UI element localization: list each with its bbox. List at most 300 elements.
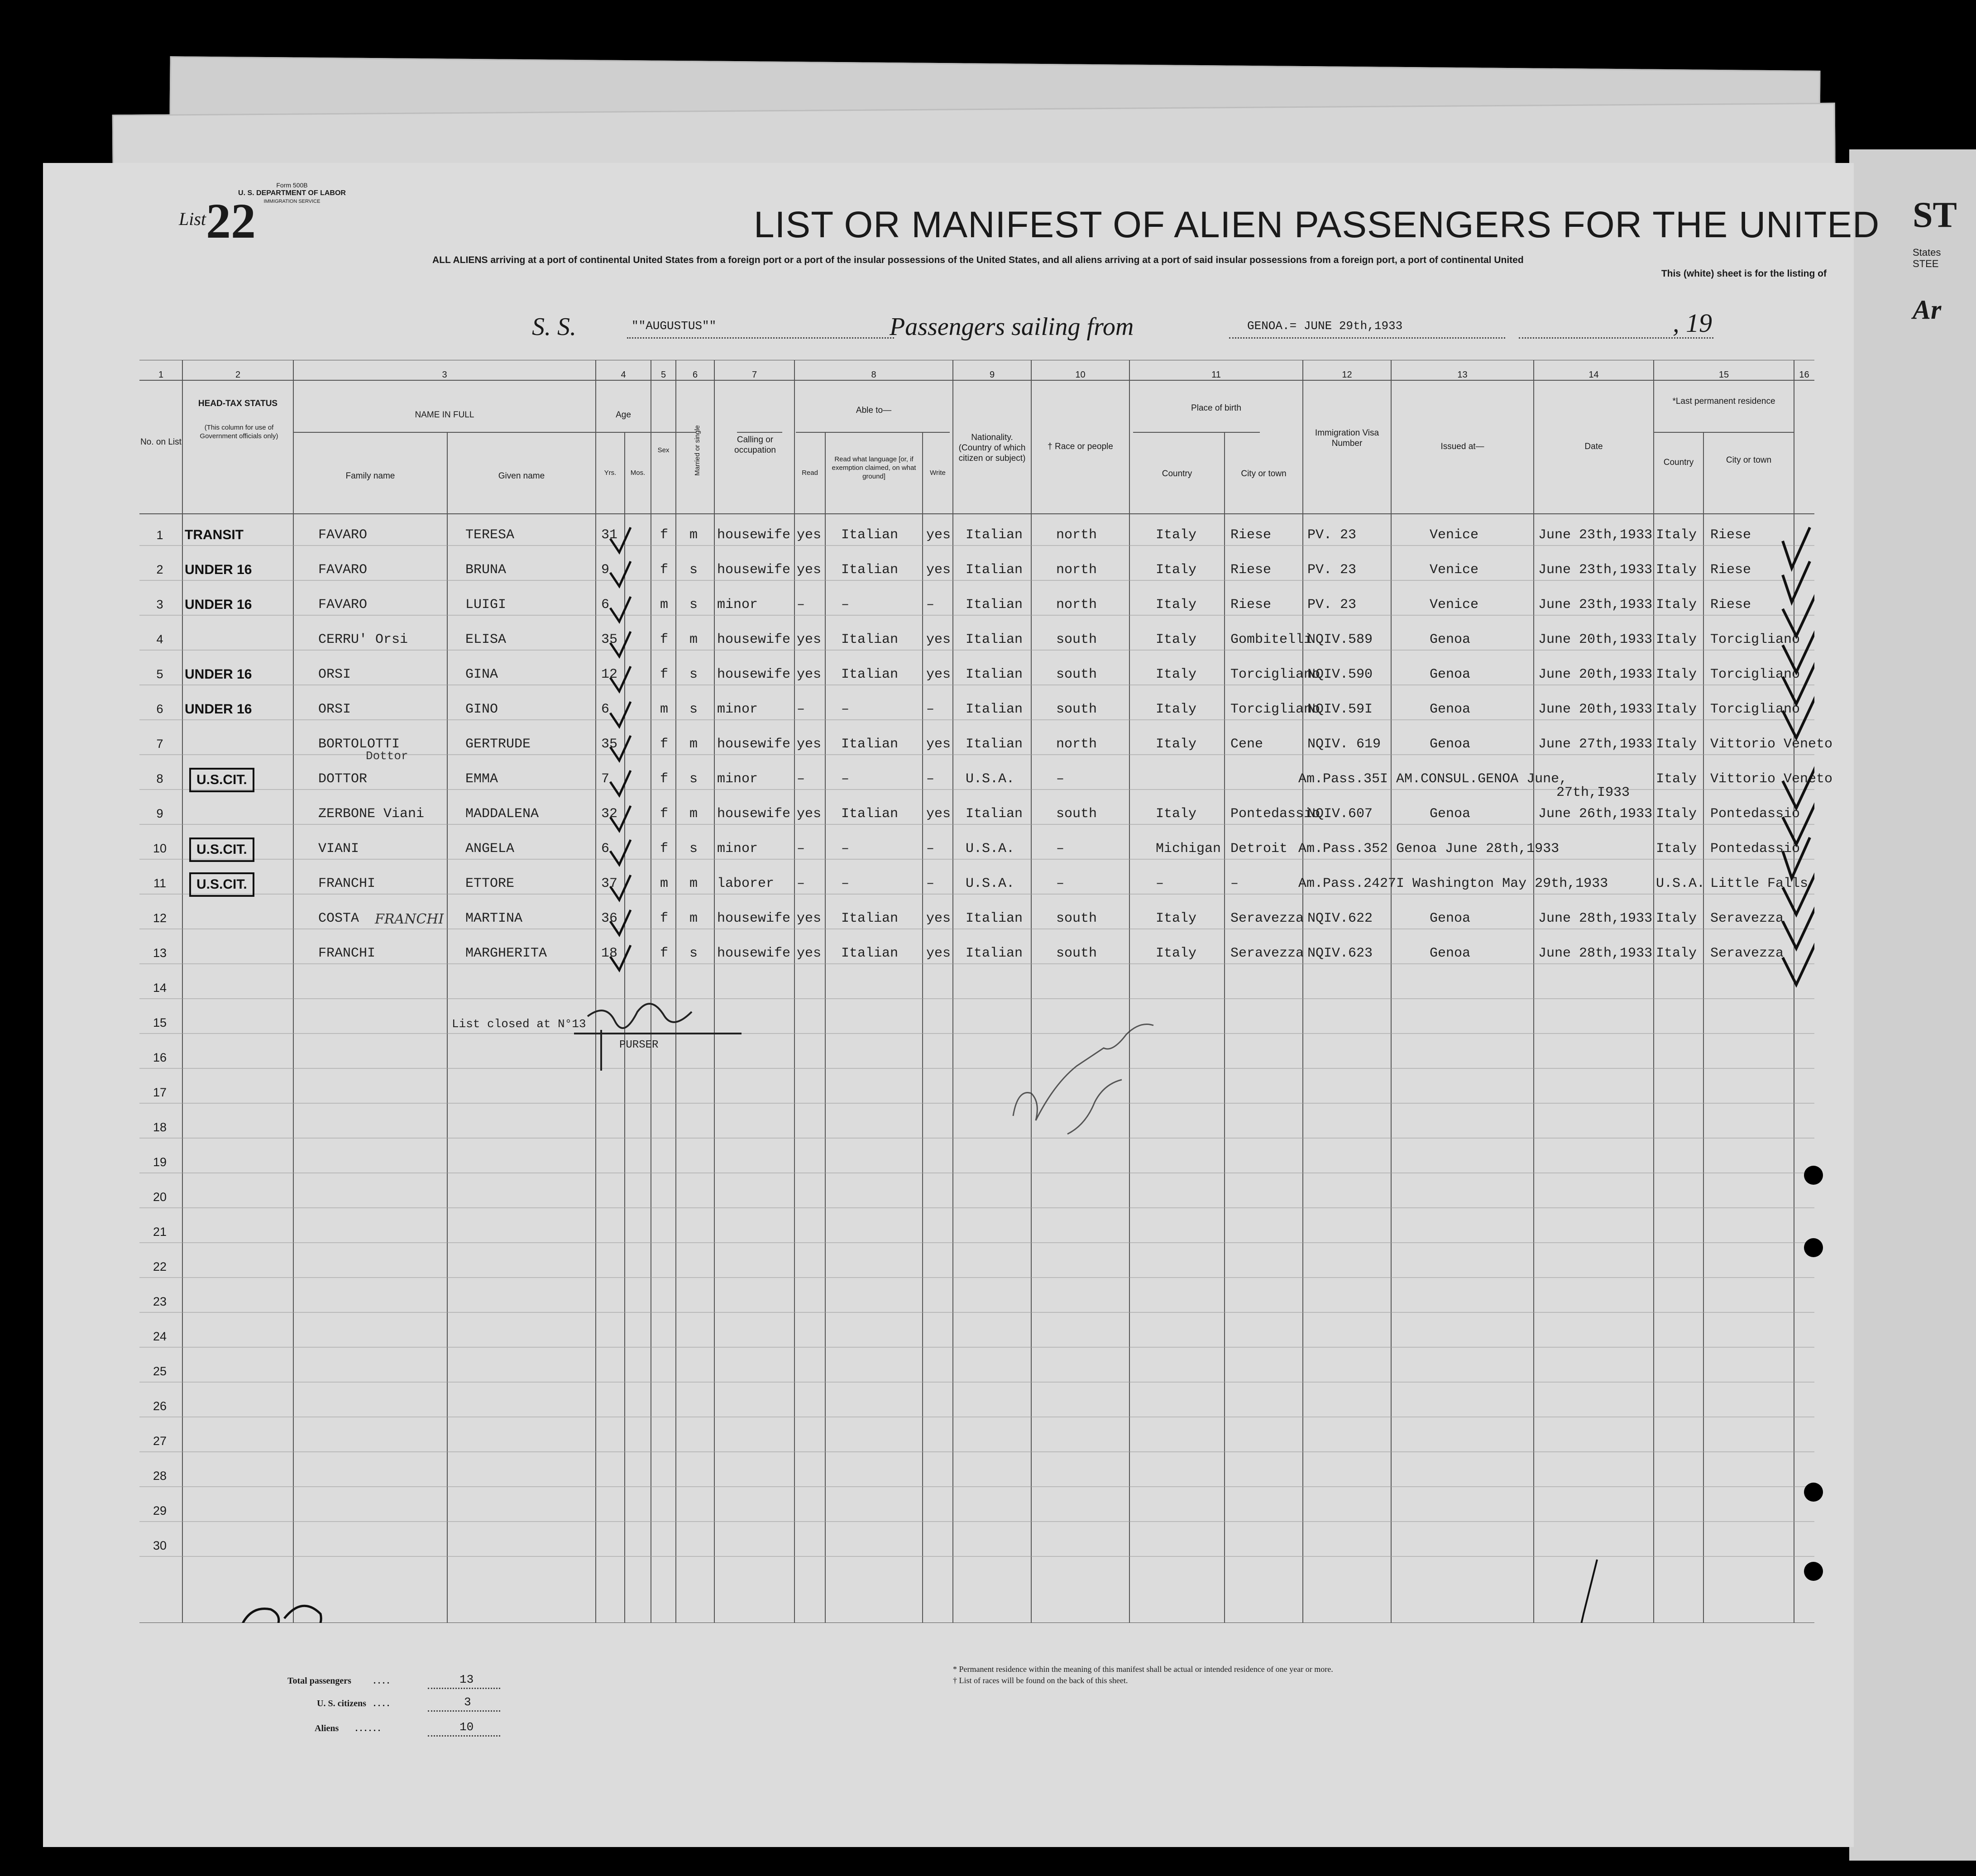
cell-lang: Italian (841, 806, 899, 822)
head-tax-stamp: U.S.CIT. (189, 768, 254, 792)
cell-rcountry: Italy (1656, 632, 1697, 647)
cell-family: FAVARO (318, 527, 368, 543)
adjacent-sheet (1849, 149, 1976, 1861)
sailing-label: Passengers sailing from (890, 313, 1134, 341)
cell-read: yes (797, 562, 822, 578)
cell-age: 32 (601, 806, 618, 822)
adjacent-sheet-text: States (1913, 247, 1941, 258)
cell-bcity: Seravezza (1230, 946, 1304, 961)
header-residence-city: City or town (1726, 455, 1772, 465)
cell-write: yes (926, 632, 951, 647)
cell-nat: Italian (966, 737, 1023, 752)
list-number: 22 (206, 193, 256, 249)
cell-bcity: Torcigliano (1230, 702, 1321, 717)
row-number: 12 (153, 911, 167, 925)
column-number: 5 (660, 370, 666, 380)
header-given-name: Given name (498, 471, 545, 481)
row-number: 1 (156, 528, 163, 542)
cell-given: ANGELA (465, 841, 515, 857)
head-tax-stamp: UNDER 16 (185, 702, 252, 717)
cell-read: – (797, 702, 805, 717)
cell-age: 6 (601, 597, 610, 613)
cell-bcountry: Italy (1156, 911, 1197, 926)
cell-write: – (926, 702, 935, 717)
cell-race: – (1056, 771, 1065, 787)
cell-sex: m (660, 702, 669, 717)
header-issued-at: Issued at— (1440, 442, 1484, 451)
row-number: 6 (156, 702, 163, 716)
cell-bcity: Detroit (1230, 841, 1288, 857)
header-visa: Immigration Visa Number (1315, 428, 1379, 448)
cell-rcountry: Italy (1656, 806, 1697, 822)
cell-rcity: Seravezza (1710, 911, 1784, 926)
cell-date: June 23th,1933 (1538, 527, 1653, 543)
cell-age: 12 (601, 667, 618, 682)
aliens-label: Aliens (315, 1723, 339, 1733)
cell-bcountry: Italy (1156, 737, 1197, 752)
cell-given: EMMA (465, 771, 498, 787)
row-number: 24 (153, 1330, 167, 1343)
header-sex: Sex (657, 446, 670, 454)
citizens-value: 3 (464, 1695, 471, 1709)
cell-sex: m (660, 597, 669, 613)
cell-sex: f (660, 667, 669, 682)
row-number: 29 (153, 1504, 167, 1517)
row-number: 18 (153, 1120, 167, 1134)
cell-nat: Italian (966, 911, 1023, 926)
cell-read: – (797, 771, 805, 787)
cell-nat: U.S.A. (966, 876, 1015, 891)
column-number: 8 (871, 370, 876, 380)
cell-given: ELISA (465, 632, 507, 647)
form-number: Form 500B (276, 182, 308, 189)
manifest-page: Form 500B U. S. DEPARTMENT OF LABOR IMMIGRATION SERVICE List 22 LIST OR MANIFEST OF ALIEN PASSENGERS FOR THE UNITED ALL ALIENS arriving at a port of continental United States from a foreign port or a port of the insular possessions of the United States, and all aliens arriving at a port of said insular possessions from a foreign port, a port of continental United This (white) sheet is for the listing of S. S. ""AUGUSTUS"" Passengers sailing from GENOA.= JUNE 29th,1933 , 19 1 2 3 4 5 6 7 8 9 10 11 12 13 14 15 16 No. on List HEAD-TAX STATUS (This column for use of Government officials only) NAME IN FULL Family name Given name Age Yrs. Mos. Sex Married or single Calling or occupation Able to— Read Read what language [or, if exemption claimed, on what ground] Write Nationality. (Country of which citizen or subject) † Race or people Place of birth Country City or town Immigration Visa Number Issued at— Date *Last permanent residence Country City or town 1 2 3 4 5 6 7 8 9 10 11 12 13 14 15 16 17 18 19 20 21 22 23 24 25 26 27 28 29 30 TRANSIT FAVARO TERESA 31 f m housewife yes Italian yes Italian north Italy Riese PV. 23 Venice June 23th,1933 Italy Riese UNDER 16 FAVARO BRUNA 9 f s housewife yes Italian yes Italian north Italy Riese PV. 23 Venice June 23th,1933 Italy Riese UNDER 16 FAVARO LUIGI 6 m s minor – – – Italian north Italy Riese PV. 23 Venice June 23th,1933 Italy Riese CERRU' Orsi ELISA 35 f m housewife yes Italian yes Italian south Italy Gombitelli NQIV.589 Genoa June 20th,1933 Italy Torcigliano UNDER 16 ORSI GINA 12 f s housewife yes Italian yes Italian south Italy Torcigliano NQIV.590 Genoa June 20th,1933 Italy Torcigliano UNDER 16 ORSI GINO 6 m s minor – – – Italian south Italy Torcigliano NQIV.59I Genoa June 20th,1933 Italy Torcigliano BORTOLOTTI GERTRUDE 35 f m housewife yes Italian yes Italian north Italy Cene NQIV. 619 Genoa June 27th,1933 Italy Vittorio Veneto U.S.CIT. DOTTOR EMMA 7 f s minor – – – U.S.A. – Am.Pass.35I AM.CONSUL.GENOA June, 27th,I933 Italy Vittorio Veneto ZERBONE Viani MADDALENA 32 f m housewife yes Italian yes Italian south Italy Pontedassio NQIV.607 Genoa June 26th,1933 Italy Pontedassio U.S.CIT. VIANI ANGELA 6 f s minor – – – U.S.A. – Michigan Detroit Am.Pass.352 Genoa June 28th,1933 Italy Pontedassio U.S.CIT. FRANCHI ETTORE 37 m m laborer – – – U.S.A. – – – Am.Pass.2427I Washington May 29th,1933 U.S.A. Little Falls COSTA MARTINA 36 f m housewife yes Italian yes Italian south Italy Seravezza NQIV.622 Genoa June 28th,1933 Italy Seravezza FRANCHI MARGHERITA 18 f s housewife yes Italian yes Italian south Italy Seravezza NQIV.623 Genoa June 28th,1933 Italy Seravezza Dottor FRANCHI List closed at N°13 PURSER * Permanent residence within the meaning of this manifest shall be actual or intended residence of one year or more. † List of races will be found on the back of this sheet. Total passengers . . . . 13 U. S. citizens . . . . 3 Aliens . . . . . . 10 (43, 163, 1854, 1847)
row-number: 25 (153, 1364, 167, 1378)
column-number: 6 (692, 370, 698, 380)
cell-rcity: Little Falls (1710, 876, 1809, 891)
cell-bcountry: Michigan (1156, 841, 1221, 857)
footnote-races: † List of races will be found on the back of this sheet. (953, 1676, 1128, 1685)
cell-issued: Venice (1430, 597, 1479, 613)
cell-bcity: Gombitelli (1230, 632, 1312, 647)
cell-write: yes (926, 946, 951, 961)
cell-visa: NQIV.590 (1307, 667, 1373, 682)
cell-given: TERESA (465, 527, 515, 543)
cell-family: COSTA (318, 911, 359, 926)
row-number: 27 (153, 1434, 167, 1448)
header-yrs: Yrs. (604, 469, 617, 477)
subtitle-line: ALL ALIENS arriving at a port of continental United States from a foreign port or a port of the insular possessions of the United States, and all aliens arriving at a port of said insular possessions from a foreign port, a port of continental United (432, 255, 1524, 265)
header-race: † Race or people (1048, 442, 1113, 451)
cell-read: yes (797, 632, 822, 647)
cell-read: yes (797, 946, 822, 961)
row-number: 5 (156, 667, 163, 681)
cell-ms: s (689, 771, 698, 787)
head-tax-stamp: UNDER 16 (185, 562, 252, 577)
column-number: 15 (1718, 370, 1729, 380)
row-number: 28 (153, 1469, 167, 1483)
cell-rcountry: Italy (1656, 597, 1697, 613)
cell-age: 9 (601, 562, 610, 578)
cell-read: yes (797, 806, 822, 822)
cell-issued: Venice (1430, 562, 1479, 578)
cell-bcity: Torcigliano (1230, 667, 1321, 682)
port-and-date: GENOA.= JUNE 29th,1933 (1247, 319, 1403, 333)
cell-visa: Am.Pass.2427I Washington May 29th,1933 (1298, 876, 1608, 891)
column-number: 1 (158, 370, 164, 380)
cell-nat: Italian (966, 667, 1023, 682)
cell-write: – (926, 597, 935, 613)
ship-name: ""AUGUSTUS"" (632, 319, 717, 333)
head-tax-stamp: TRANSIT (185, 527, 244, 542)
cell-rcity: Pontedassio (1710, 841, 1800, 857)
cell-bcountry: Italy (1156, 562, 1197, 578)
cell-read: – (797, 876, 805, 891)
cell-rcity: Torcigliano (1710, 667, 1800, 682)
service: IMMIGRATION SERVICE (263, 199, 321, 204)
header-residence-country: Country (1663, 458, 1694, 467)
cell-lang: – (841, 841, 850, 857)
cell-bcountry: Italy (1156, 632, 1197, 647)
row-number: 30 (153, 1539, 167, 1552)
head-tax-stamp: UNDER 16 (185, 597, 252, 612)
cell-occ: housewife (717, 667, 791, 682)
header-no-on-list: No. on List (140, 437, 182, 447)
row-number: 26 (153, 1399, 167, 1413)
cell-nat: Italian (966, 527, 1023, 543)
cell-date: June 26th,1933 (1538, 806, 1653, 822)
row-number: 2 (156, 563, 163, 576)
cell-visa: Am.Pass.35I AM.CONSUL.GENOA June, (1298, 771, 1568, 787)
total-passengers-label: Total passengers (287, 1676, 351, 1686)
cell-visa: PV. 23 (1307, 597, 1357, 613)
cell-sex: f (660, 771, 669, 787)
cell-date: June 20th,1933 (1538, 667, 1653, 682)
cell-rcity: Torcigliano (1710, 702, 1800, 717)
cell-ms: m (689, 632, 698, 647)
cell-age: 37 (601, 876, 618, 891)
row-number: 16 (153, 1051, 167, 1064)
cell-family: FRANCHI (318, 946, 376, 961)
cell-race: north (1056, 737, 1097, 752)
row-number: 3 (156, 598, 163, 611)
table-rules (139, 360, 1814, 1623)
column-number: 12 (1342, 370, 1352, 380)
column-number: 16 (1799, 370, 1809, 380)
cell-age: 35 (601, 632, 618, 647)
column-number: 14 (1588, 370, 1599, 380)
cell-sex: f (660, 737, 669, 752)
row-number: 14 (153, 981, 167, 995)
row-number: 22 (153, 1260, 167, 1273)
cell-read: yes (797, 527, 822, 543)
row-number: 20 (153, 1190, 167, 1204)
cell-write: yes (926, 527, 951, 543)
cell-rcountry: Italy (1656, 841, 1697, 857)
cell-lang: – (841, 597, 850, 613)
cell-given: MADDALENA (465, 806, 539, 822)
cell-nat: U.S.A. (966, 841, 1015, 857)
cell-bcountry: – (1156, 876, 1164, 891)
cell-sex: f (660, 841, 669, 857)
cell-read: – (797, 597, 805, 613)
cell-occ: housewife (717, 806, 791, 822)
cell-age: 7 (601, 771, 610, 787)
cell-ms: s (689, 597, 698, 613)
cell-visa: NQIV. 619 (1307, 737, 1381, 752)
punch-hole (1804, 1562, 1823, 1581)
cell-occ: housewife (717, 946, 791, 961)
head-tax-stamp: UNDER 16 (185, 667, 252, 682)
cell-bcountry: Italy (1156, 667, 1197, 682)
cell-sex: f (660, 632, 669, 647)
cell-nat: Italian (966, 702, 1023, 717)
column-number: 7 (751, 370, 757, 380)
punch-hole (1804, 1483, 1823, 1502)
cell-lang: Italian (841, 737, 899, 752)
cell-issued: Genoa (1430, 806, 1471, 822)
cell-family: ZERBONE Viani (318, 806, 425, 822)
cell-given: ETTORE (465, 876, 515, 891)
cell-write: yes (926, 667, 951, 682)
cell-bcity: Seravezza (1230, 911, 1304, 926)
header-calling: Calling or occupation (734, 435, 776, 455)
cell-lang: – (841, 702, 850, 717)
cell-write: – (926, 771, 935, 787)
header-date: Date (1584, 442, 1603, 451)
cell-rcountry: Italy (1656, 527, 1697, 543)
list-label: List (179, 209, 206, 229)
cell-rcity: Pontedassio (1710, 806, 1800, 822)
cell-date: June 20th,1933 (1538, 702, 1653, 717)
cell-issued: Genoa (1430, 632, 1471, 647)
cell-bcity: Pontedassio (1230, 806, 1321, 822)
cell-race: north (1056, 562, 1097, 578)
cell-rcountry: U.S.A. (1656, 876, 1705, 891)
row-number: 23 (153, 1295, 167, 1308)
cell-lang: Italian (841, 911, 899, 926)
cell-issued: Genoa (1430, 737, 1471, 752)
cell-ms: m (689, 527, 698, 543)
manifest-table (139, 360, 1833, 1623)
cell-occ: housewife (717, 562, 791, 578)
column-number: 9 (989, 370, 995, 380)
row-number: 10 (153, 842, 167, 855)
cell-family: ORSI (318, 702, 351, 717)
punch-hole (1804, 1166, 1823, 1185)
header-age: Age (616, 410, 631, 420)
cell-write: – (926, 876, 935, 891)
adjacent-sheet-text: STEE (1913, 258, 1939, 269)
cell-nat: Italian (966, 562, 1023, 578)
cell-sex: f (660, 911, 669, 926)
header-read-language: Read what language [or, if exemption claimed, on what ground] (832, 455, 916, 480)
column-number: 11 (1211, 370, 1221, 380)
cell-date: June 20th,1933 (1538, 632, 1653, 647)
cell-lang: Italian (841, 562, 899, 578)
cell-occ: housewife (717, 737, 791, 752)
row-number: 7 (156, 737, 163, 751)
cell-occ: minor (717, 597, 758, 613)
cell-age: 36 (601, 911, 618, 926)
cell-family: ORSI (318, 667, 351, 682)
cell-family: VIANI (318, 841, 359, 857)
cell-given: GERTRUDE (465, 737, 531, 752)
cell-rcity: Riese (1710, 562, 1751, 578)
cell-visa: PV. 23 (1307, 527, 1357, 543)
cell-write: – (926, 841, 935, 857)
cell-bcity: Riese (1230, 562, 1272, 578)
cell-write: yes (926, 737, 951, 752)
cell-write: yes (926, 806, 951, 822)
cell-sex: m (660, 876, 669, 891)
cell-given: GINO (465, 702, 498, 717)
cell-given: GINA (465, 667, 498, 682)
cell-family: CERRU' Orsi (318, 632, 408, 647)
cell-sex: f (660, 806, 669, 822)
cell-given: LUIGI (465, 597, 507, 613)
cell-bcountry: Italy (1156, 527, 1197, 543)
cell-ms: s (689, 667, 698, 682)
cell-occ: minor (717, 841, 758, 857)
cell-rcountry: Italy (1656, 737, 1697, 752)
cell-bcity: Cene (1230, 737, 1263, 752)
row-number: 8 (156, 772, 163, 785)
cell-nat: Italian (966, 597, 1023, 613)
header-place-of-birth: Place of birth (1191, 403, 1241, 413)
cell-date: 27th,I933 (1556, 785, 1630, 800)
cell-ms: s (689, 562, 698, 578)
cell-family: FAVARO (318, 597, 368, 613)
row-number: 15 (153, 1016, 167, 1029)
cell-rcountry: Italy (1656, 911, 1697, 926)
cell-lang: – (841, 876, 850, 891)
cell-ms: m (689, 737, 698, 752)
cell-race: south (1056, 806, 1097, 822)
cell-write: yes (926, 911, 951, 926)
cell-lang: – (841, 771, 850, 787)
total-passengers-value: 13 (459, 1673, 474, 1686)
cell-read: yes (797, 911, 822, 926)
cell-issued: Genoa (1430, 911, 1471, 926)
cell-family: BORTOLOTTI (318, 737, 400, 752)
row-number: 21 (153, 1225, 167, 1239)
cell-issued: Venice (1430, 527, 1479, 543)
column-number: 4 (621, 370, 626, 380)
purser-label: PURSER (619, 1039, 659, 1051)
cell-bcity: – (1230, 876, 1239, 891)
cell-rcountry: Italy (1656, 562, 1697, 578)
cell-rcity: Vittorio Veneto (1710, 771, 1833, 787)
cell-occ: housewife (717, 632, 791, 647)
cell-given: MARGHERITA (465, 946, 547, 961)
cell-bcity: Riese (1230, 597, 1272, 613)
cell-read: – (797, 841, 805, 857)
cell-issued: Genoa (1430, 946, 1471, 961)
header-birth-city: City or town (1241, 469, 1287, 479)
head-tax-stamp: U.S.CIT. (189, 872, 254, 897)
cell-age: 6 (601, 841, 610, 857)
subtitle-line: This (white) sheet is for the listing of (1661, 268, 1827, 279)
row-number: 19 (153, 1155, 167, 1169)
column-number: 13 (1457, 370, 1468, 380)
cell-race: south (1056, 946, 1097, 961)
cell-occ: laborer (717, 876, 775, 891)
cell-ms: m (689, 876, 698, 891)
cell-nat: Italian (966, 946, 1023, 961)
head-tax-stamp: U.S.CIT. (189, 838, 254, 862)
cell-family: FRANCHI (318, 876, 376, 891)
cell-visa: NQIV.623 (1307, 946, 1373, 961)
cell-age: 6 (601, 702, 610, 717)
cell-race: south (1056, 632, 1097, 647)
cell-issued: Genoa (1430, 667, 1471, 682)
cell-date: June 23th,1933 (1538, 597, 1653, 613)
annotation-dottor: Dottor (366, 749, 408, 763)
cell-race: – (1056, 876, 1065, 891)
cell-occ: housewife (717, 911, 791, 926)
cell-date: June 27th,1933 (1538, 737, 1653, 752)
adjacent-sheet-title: ST (1913, 195, 1957, 235)
header-head-tax-note: (This column for use of Government officials only) (200, 424, 278, 440)
cell-sex: f (660, 946, 669, 961)
cell-nat: Italian (966, 806, 1023, 822)
cell-occ: minor (717, 771, 758, 787)
header-family-name: Family name (345, 471, 395, 481)
header-mos: Mos. (630, 469, 646, 477)
cell-family: FAVARO (318, 562, 368, 578)
cell-bcountry: Italy (1156, 806, 1197, 822)
cell-read: yes (797, 667, 822, 682)
cell-write: yes (926, 562, 951, 578)
cell-visa: NQIV.59I (1307, 702, 1373, 717)
cell-ms: m (689, 911, 698, 926)
cell-age: 35 (601, 737, 618, 752)
cell-rcity: Vittorio Veneto (1710, 737, 1833, 752)
cell-race: north (1056, 527, 1097, 543)
ss-label: S. S. (532, 313, 576, 341)
annotation-franchi: FRANCHI (375, 911, 444, 927)
cell-bcountry: Italy (1156, 946, 1197, 961)
header-read: Read (802, 469, 818, 477)
cell-age: 18 (601, 946, 618, 961)
cell-race: south (1056, 702, 1097, 717)
header-birth-country: Country (1162, 469, 1192, 479)
cell-sex: f (660, 562, 669, 578)
column-number: 2 (235, 370, 241, 380)
cell-given: BRUNA (465, 562, 507, 578)
cell-rcountry: Italy (1656, 771, 1697, 787)
header-nationality: Nationality. (Country of which citizen or subject) (958, 433, 1026, 463)
aliens-value: 10 (459, 1720, 474, 1734)
cell-given: MARTINA (465, 911, 523, 926)
header-head-tax: HEAD-TAX STATUS (198, 399, 278, 408)
column-number: 3 (442, 370, 447, 380)
cell-nat: Italian (966, 632, 1023, 647)
column-number: 10 (1075, 370, 1086, 380)
cell-rcity: Riese (1710, 527, 1751, 543)
cell-lang: Italian (841, 527, 899, 543)
cell-visa: NQIV.589 (1307, 632, 1373, 647)
cell-race: north (1056, 597, 1097, 613)
cell-bcity: Riese (1230, 527, 1272, 543)
header-able-to: Able to— (856, 406, 892, 415)
cell-date: June 28th,1933 (1538, 911, 1653, 926)
cell-ms: s (689, 841, 698, 857)
citizens-label: U. S. citizens (317, 1699, 366, 1708)
cell-lang: Italian (841, 632, 899, 647)
cell-sex: f (660, 527, 669, 543)
